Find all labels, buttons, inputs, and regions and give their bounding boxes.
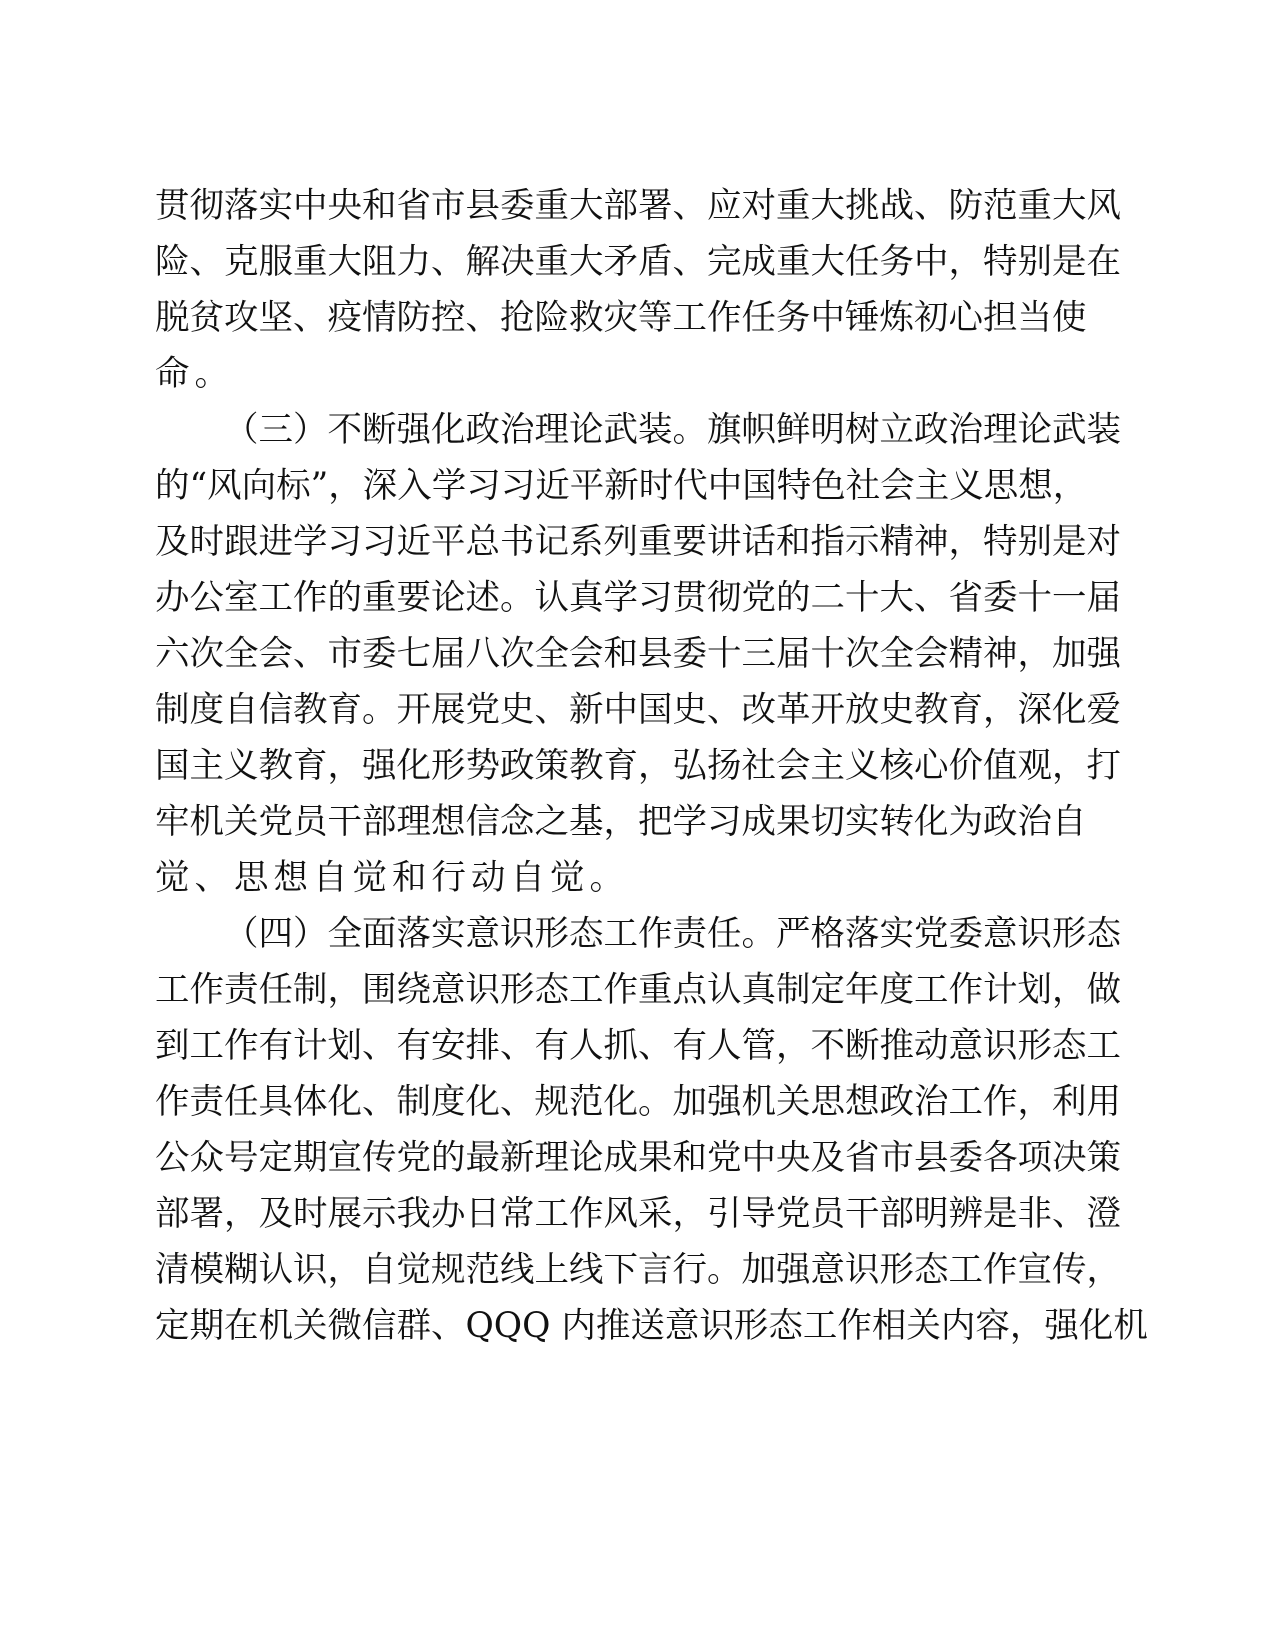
text-line: 险、克服重大阻力、解决重大矛盾、完成重大任务中，特别是在 (155, 242, 1121, 282)
text-line: 部署，及时展示我办日常工作风采，引导党员干部明辨是非、澄 (155, 1194, 1121, 1234)
text-line: 到工作有计划、有安排、有人抓、有人管，不断推动意识形态工 (155, 1026, 1121, 1066)
text-line: 办公室工作的重要论述。认真学习贯彻党的二十大、省委十一届 (155, 578, 1121, 618)
text-line: 国主义教育，强化形势政策教育，弘扬社会主义核心价值观，打 (155, 746, 1121, 786)
text-line: 公众号定期宣传党的最新理论成果和党中央及省市县委各项决策 (155, 1138, 1121, 1178)
text-line: 及时跟进学习习近平总书记系列重要讲话和指示精神，特别是对 (155, 522, 1121, 562)
text-line: 定期在机关微信群、QQQ 内推送意识形态工作相关内容，强化机 (155, 1306, 1148, 1346)
paragraph-continuation (155, 178, 1121, 402)
text-line: 工作责任制，围绕意识形态工作重点认真制定年度工作计划，做 (155, 970, 1121, 1010)
text-line: 作责任具体化、制度化、规范化。加强机关思想政治工作，利用 (155, 1082, 1121, 1122)
text-line: 觉、思想自觉和行动自觉。 (155, 858, 629, 898)
paragraph-section-4 (155, 906, 1148, 1354)
text-line: 命。 (155, 354, 234, 394)
text-line: 制度自信教育。开展党史、新中国史、改革开放史教育，深化爱 (155, 690, 1121, 730)
paragraph-section-3 (155, 402, 1121, 906)
text-line: 脱贫攻坚、疫情防控、抢险救灾等工作任务中锤炼初心担当使 (155, 298, 1087, 338)
text-line: 牢机关党员干部理想信念之基，把学习成果切实转化为政治自 (155, 802, 1087, 842)
text-line: 六次全会、市委七届八次全会和县委十三届十次全会精神，加强 (155, 634, 1121, 674)
text-line: 清模糊认识，自觉规范线上线下言行。加强意识形态工作宣传， (155, 1250, 1121, 1290)
text-line: 的“风向标”，深入学习习近平新时代中国特色社会主义思想， (155, 466, 1088, 506)
text-line: 贯彻落实中央和省市县委重大部署、应对重大挑战、防范重大风 (155, 186, 1121, 226)
document-body (155, 178, 1148, 1354)
section-heading-line: （三）不断强化政治理论武装。旗帜鲜明树立政治理论武装 (224, 410, 1121, 450)
section-heading-line: （四）全面落实意识形态工作责任。严格落实党委意识形态 (224, 914, 1121, 954)
